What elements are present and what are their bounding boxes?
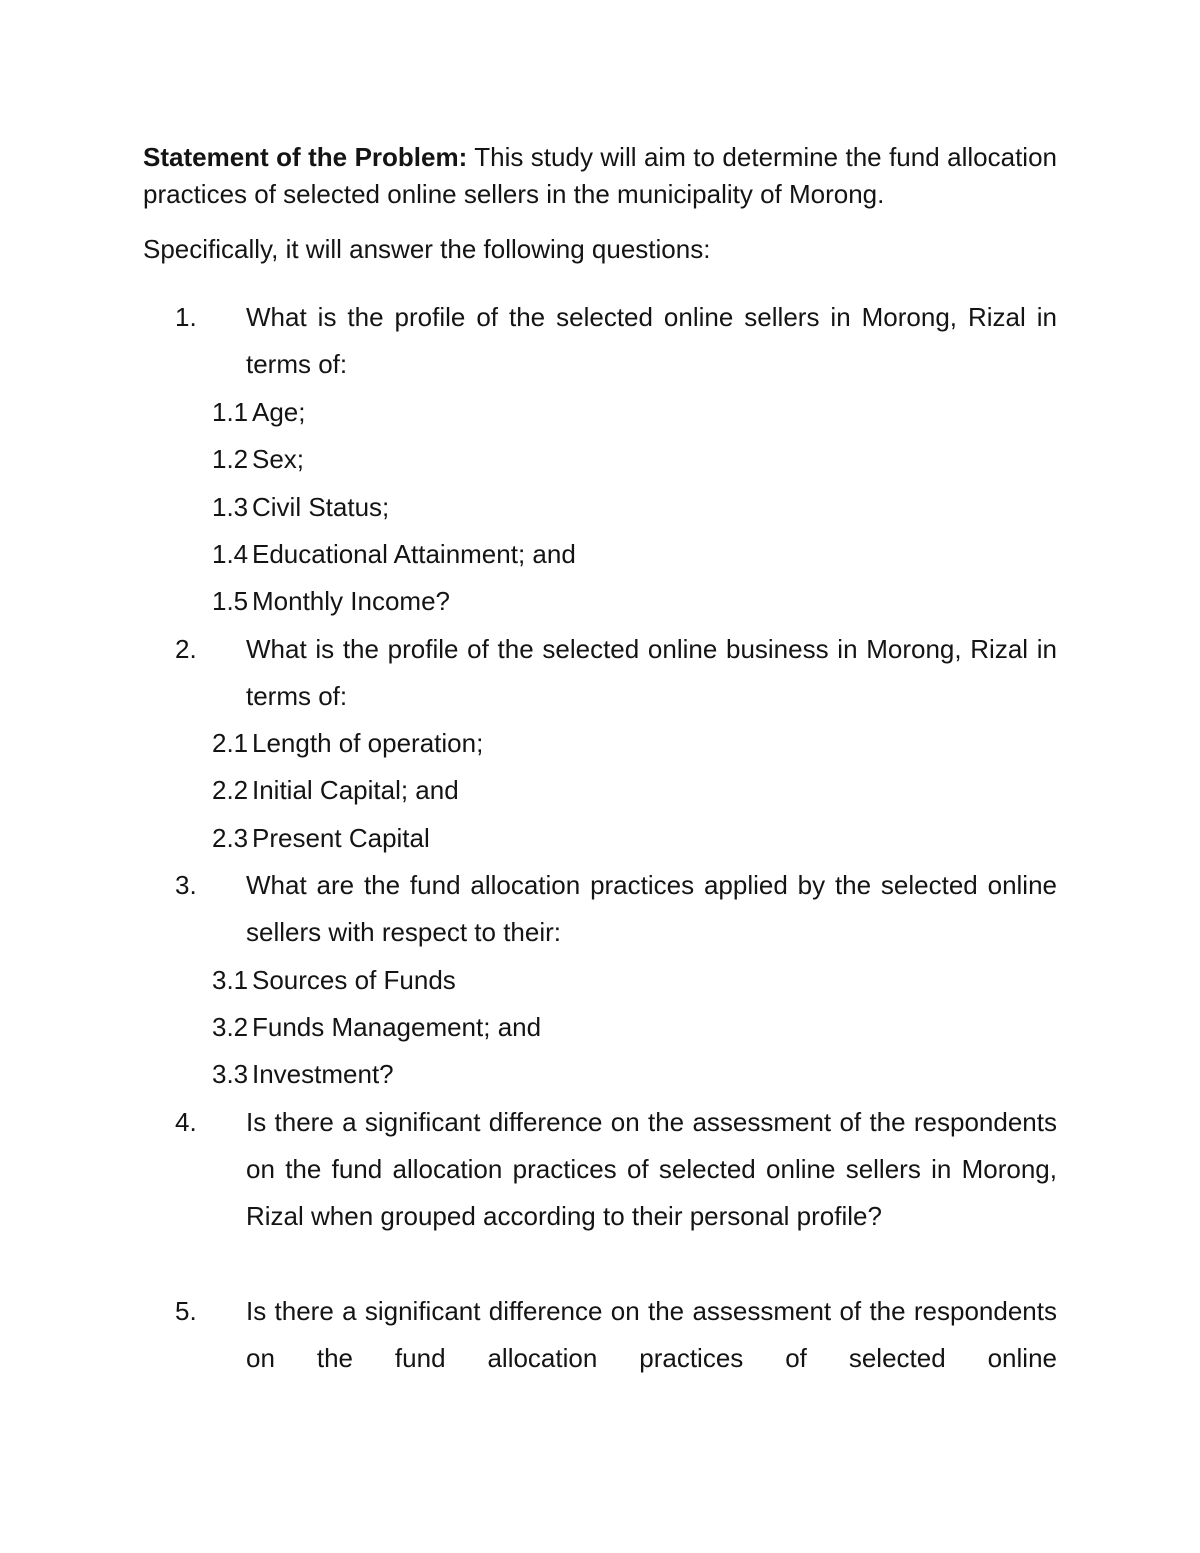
sub-item-number: 2.3: [212, 823, 249, 853]
sub-item-label: Civil Status;: [252, 492, 390, 522]
sub-item: [212, 1004, 541, 1051]
sub-item: [212, 531, 576, 578]
sub-item: [212, 484, 389, 531]
sub-item-number: 3.3: [212, 1059, 249, 1089]
question-text: Is there a significant difference on the assessment of the respondents on the fund allocation practices of selected online: [246, 1296, 1057, 1373]
specifically-intro: Specifically, it will answer the following questions:: [143, 234, 711, 264]
sub-item-label: Present Capital: [252, 823, 430, 853]
question-number: 3.: [175, 870, 197, 900]
sub-item-number: 3.1: [212, 965, 249, 995]
sub-item-number: 2.2: [212, 775, 249, 805]
sub-item-number: 2.1: [212, 728, 249, 758]
sub-item-label: Educational Attainment; and: [252, 539, 576, 569]
sub-item-number: 1.3: [212, 492, 249, 522]
sub-item-number: 1.4: [212, 539, 249, 569]
sub-item: [212, 436, 304, 483]
question-text: Is there a significant difference on the assessment of the respondents on the fund allocation practices of selected online sellers in Morong, Rizal when grouped according to their personal profile?: [246, 1107, 1057, 1231]
sub-item-number: 1.2: [212, 444, 249, 474]
sub-item: [212, 720, 483, 767]
sub-item: [212, 957, 456, 1004]
statement-text: This study will aim to determine the fund allocation practices of selected online sellers in the municipality of Morong.: [143, 142, 1057, 209]
sub-item-label: Length of operation;: [252, 728, 484, 758]
question-number: 2.: [175, 634, 197, 664]
question-number: 1.: [175, 302, 197, 332]
sub-item-number: 1.1: [212, 397, 249, 427]
sub-item-label: Funds Management; and: [252, 1012, 542, 1042]
question-text: What is the profile of the selected online sellers in Morong, Rizal in terms of:: [246, 302, 1057, 379]
sub-item-number: 3.2: [212, 1012, 249, 1042]
sub-item-label: Initial Capital; and: [252, 775, 459, 805]
sub-item-label: Monthly Income?: [252, 586, 450, 616]
question-text: What is the profile of the selected online business in Morong, Rizal in terms of:: [246, 634, 1057, 711]
sub-item: [212, 767, 459, 814]
question-number: 5.: [175, 1296, 197, 1326]
sub-item: [212, 1051, 394, 1098]
sub-item-number: 1.5: [212, 586, 249, 616]
sub-item: [212, 815, 430, 862]
sub-item-label: Investment?: [252, 1059, 394, 1089]
sub-item: [212, 578, 450, 625]
question-text: What are the fund allocation practices applied by the selected online sellers with respect to their:: [246, 870, 1057, 947]
question-number: 4.: [175, 1107, 197, 1137]
statement-heading: Statement of the Problem:: [143, 142, 468, 172]
statement-of-problem-paragraph: [143, 139, 1057, 213]
sub-item-label: Age;: [252, 397, 306, 427]
sub-item-label: Sources of Funds: [252, 965, 456, 995]
sub-item-label: Sex;: [252, 444, 305, 474]
sub-item: [212, 389, 306, 436]
